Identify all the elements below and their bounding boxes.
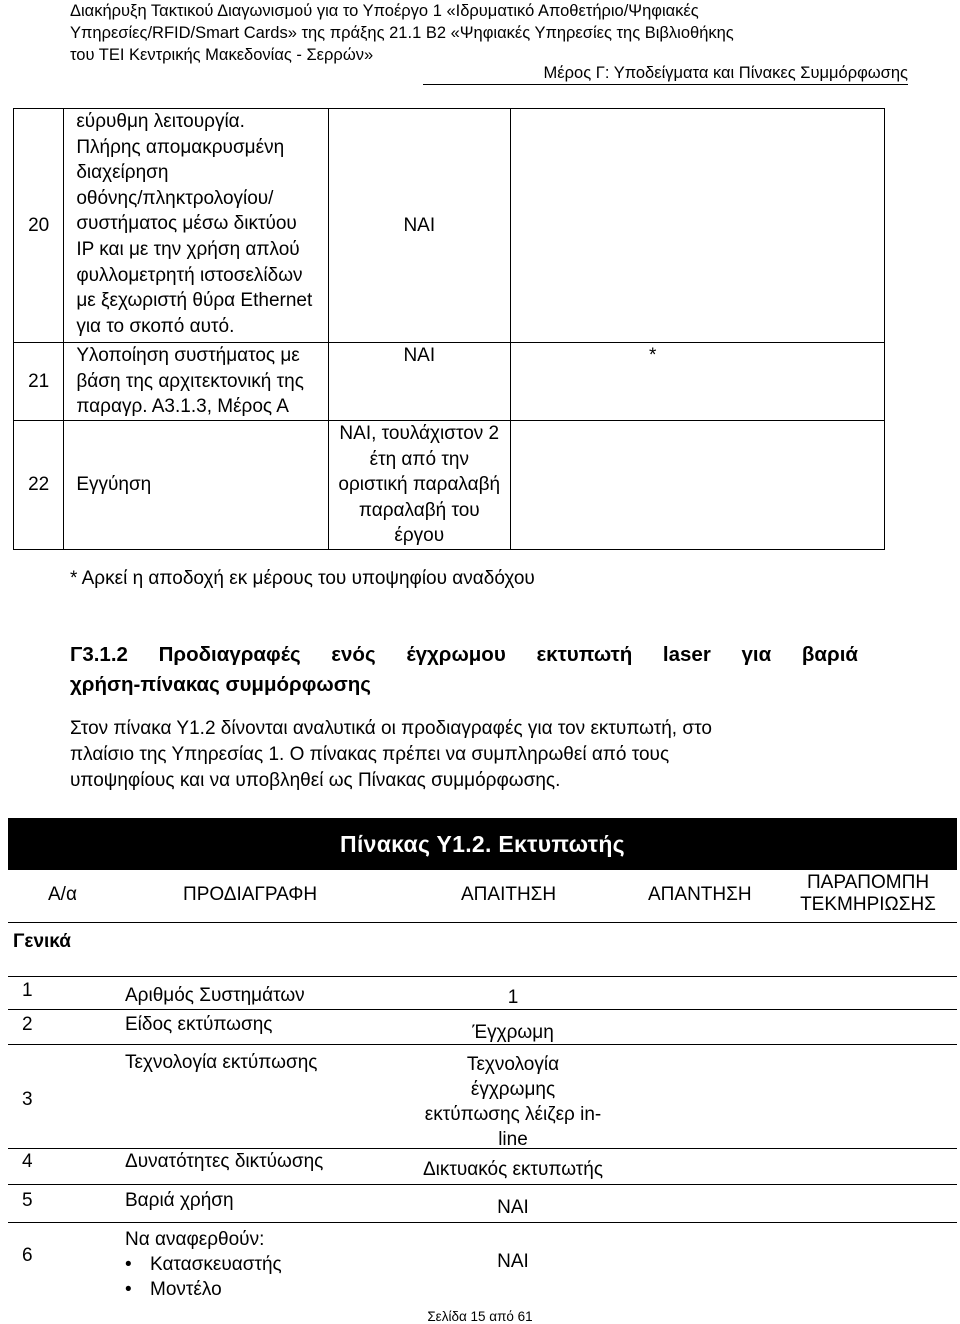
row-number: 4: [22, 1151, 33, 1172]
row-spec: Βαριά χρήση: [125, 1190, 234, 1211]
spec-line: βάση της αρχιτεκτονική της: [76, 370, 304, 392]
spec-line: φυλλομετρητή ιστοσελίδων: [76, 264, 303, 286]
row-spec: [64, 421, 328, 550]
spec-rows: [8, 976, 957, 1300]
row-number: 1: [22, 980, 33, 1001]
col-ref-line: ΤΕΚΜΗΡΙΩΣΗΣ: [800, 894, 936, 915]
row-requirement: [406, 1052, 620, 1152]
row-requirement: ΝΑΙ: [328, 109, 510, 343]
row-spec: [125, 1227, 282, 1302]
row-number: 2: [22, 1014, 33, 1035]
row-spec: Δυνατότητες δικτύωσης: [125, 1151, 324, 1172]
table-row: [8, 1185, 957, 1223]
row-number: 5: [22, 1190, 33, 1211]
spec-line: διαχείρηση: [76, 162, 169, 184]
row-number: 20: [14, 109, 64, 343]
row-requirement: [328, 421, 510, 550]
spec-line: Να αναφερθούν:: [125, 1229, 265, 1250]
intro-paragraph: [70, 716, 850, 794]
col-aa: Α/α: [48, 884, 77, 905]
page-footer: Σελίδα 15 από 61: [427, 1309, 533, 1324]
row-number: 3: [22, 1089, 33, 1110]
req-line: έτη από την: [369, 448, 469, 470]
row-spec: Τεχνολογία εκτύπωσης: [125, 1052, 318, 1073]
section-heading-cont: χρήση-πίνακας συμμόρφωσης: [70, 673, 371, 696]
header-part-label: Μέρος Γ: Υποδείγματα και Πίνακες Συμμόρφωσης: [423, 62, 908, 85]
row-requirement: 1: [507, 987, 519, 1008]
col-spec: ΠΡΟΔΙΑΓΡΑΦΗ: [183, 884, 318, 905]
row-requirement: Δικτυακός εκτυπωτής: [422, 1159, 604, 1180]
spec-line: με ξεχωριστή θύρα Ethernet: [76, 290, 313, 312]
row-response: *: [511, 343, 885, 421]
para-line: πλαίσιο της Υπηρεσίας 1. Ο πίνακας πρέπει να συμπληρωθεί από τους: [70, 744, 670, 765]
req-line: ΝΑΙ, τουλάχιστον 2: [339, 423, 500, 444]
table-row: [8, 1010, 957, 1045]
row-spec: [64, 343, 328, 421]
row-number: 21: [14, 343, 64, 421]
row-requirement: Έγχρωμη: [472, 1022, 554, 1043]
row-number: 22: [14, 421, 64, 550]
table-row: [8, 1045, 957, 1149]
spec-line: Εγγύηση: [76, 474, 152, 496]
row-response: [511, 421, 885, 550]
req-line: παραλαβή του: [358, 499, 480, 521]
row-spec: Αριθμός Συστημάτων: [125, 985, 305, 1006]
table-title: Πίνακας Υ1.2. Εκτυπωτής: [340, 831, 625, 857]
header-line-1: Διακήρυξη Τακτικού Διαγωνισμού για το Υποέργο 1 «Ιδρυματικό Αποθετήριο/Ψηφιακές: [70, 2, 699, 20]
table-row: [8, 1149, 957, 1185]
bullet-list: [125, 1252, 282, 1302]
row-requirement: ΝΑΙ: [328, 343, 510, 421]
req-line: έγχρωμης: [470, 1079, 556, 1100]
req-line: οριστική παραλαβή: [338, 474, 501, 496]
col-ref: [793, 872, 943, 916]
footnote: * Αρκεί η αποδοχή εκ μέρους του υποψηφίου αναδόχου: [70, 568, 535, 589]
spec-line: συστήματος μέσω δικτύου: [76, 213, 297, 235]
table-header-row: [8, 870, 957, 923]
row-number: 6: [22, 1245, 33, 1266]
para-line: υποψηφίους και να υποβληθεί ως Πίνακας συμμόρφωσης.: [70, 770, 561, 791]
list-item: • Μοντέλο: [125, 1277, 282, 1302]
spec-line: οθόνης/πληκτρολογίου/: [76, 187, 274, 209]
spec-line: παραγρ. Α3.1.3, Μέρος Α: [76, 396, 289, 418]
row-requirement: ΝΑΙ: [497, 1197, 529, 1218]
table-row: [14, 343, 885, 421]
header-line-3: του ΤΕΙ Κεντρικής Μακεδονίας - Σερρών»: [70, 46, 374, 64]
spec-line: εύρυθμη λειτουργία.: [76, 111, 245, 132]
group-label: Γενικά: [13, 931, 71, 952]
compliance-table-continued: [13, 108, 885, 550]
table-row: [14, 109, 885, 343]
page-header: [70, 0, 908, 82]
req-line: line: [498, 1129, 528, 1150]
table-row: [8, 1223, 957, 1303]
printer-spec-table: [8, 818, 960, 1300]
req-line: Τεχνολογία: [466, 1054, 560, 1075]
spec-line: Πλήρης απομακρυσμένη: [76, 136, 285, 158]
req-line: έργου: [394, 525, 445, 547]
header-line-2: Υπηρεσίες/RFID/Smart Cards» της πράξης 21.1 Β2 «Ψηφιακές Υπηρεσίες της Βιβλιοθήκης: [70, 24, 734, 42]
spec-line: Υλοποίηση συστήματος με: [76, 345, 300, 366]
list-item: • Κατασκευαστής: [125, 1252, 282, 1277]
section-heading: Γ3.1.2 Προδιαγραφές ενός έγχρωμου εκτυπωτή laser για βαριά: [70, 643, 858, 666]
col-req: ΑΠΑΙΤΗΣΗ: [461, 884, 557, 905]
row-spec: Είδος εκτύπωσης: [125, 1014, 273, 1035]
table-row: [8, 977, 957, 1010]
req-line: εκτύπωσης λέιζερ in-: [424, 1104, 602, 1125]
para-line: Στον πίνακα Υ1.2 δίνονται αναλυτικά οι προδιαγραφές για τον εκτυπωτή, στο: [70, 718, 712, 739]
row-requirement: ΝΑΙ: [497, 1251, 529, 1272]
spec-line: IP και με την χρήση απλού: [76, 238, 300, 260]
row-response: [511, 109, 885, 343]
row-spec: [64, 109, 328, 343]
col-ref-line: ΠΑΡΑΠΟΜΠΗ: [806, 872, 930, 893]
col-resp: ΑΠΑΝΤΗΣΗ: [648, 884, 752, 905]
spec-line: για το σκοπό αυτό.: [76, 315, 235, 337]
table-row: [14, 421, 885, 550]
